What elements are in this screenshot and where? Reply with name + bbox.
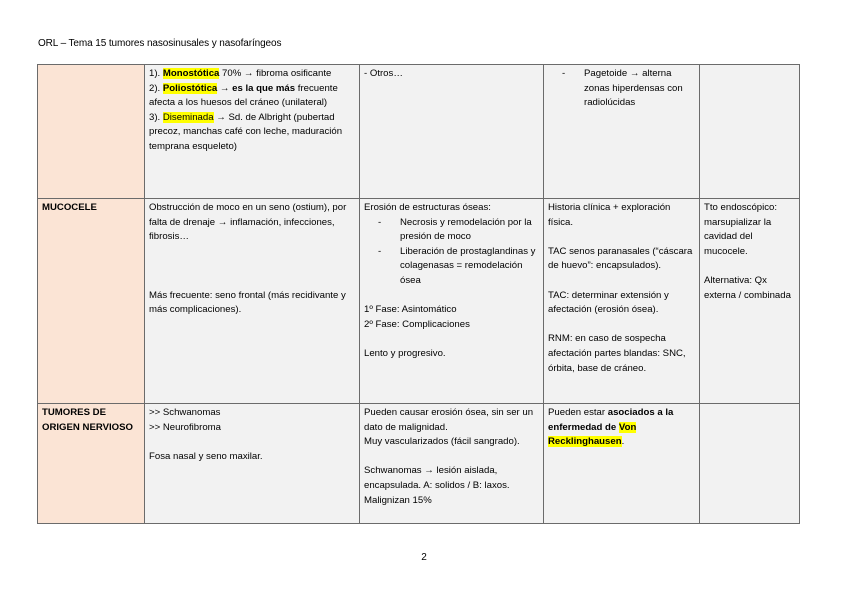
table-row-mucocele <box>38 199 800 404</box>
treatment-cell: Tto endoscópico: marsupializar la cavidad del mucocele. Alternativa: Qx externa / combinada <box>700 199 800 404</box>
form-poliostotica: 2). Poliostótica → es la que más frecuente afecta a los huesos del cráneo (unilateral) <box>149 82 338 109</box>
row-name-cell: MUCOCELE <box>38 199 145 404</box>
types-cell: >> Schwanomas >> Neurofibroma Fosa nasal y seno maxilar. <box>145 404 360 524</box>
page-number: 2 <box>421 552 427 563</box>
list-item: - Liberación de prostaglandinas y colagenasas = remodelación ósea <box>378 245 539 289</box>
otros-cell: - Otros… <box>360 65 544 199</box>
clinic-cell: Erosión de estructuras óseas: - Necrosis y remodelación por la presión de moco - Liberación de prostaglandinas y colagenasas = remodelación ósea 1º Fase: Asintomático 2º Fase: Complicaciones Lento y progresivo. <box>360 199 544 404</box>
pagetoide-cell <box>544 65 700 199</box>
definition-cell: Obstrucción de moco en un seno (ostium), por falta de drenaje → inflamación, infecciones, fibrosis… Más frecuente: seno frontal (más recidivante y más complicaciones). <box>145 199 360 404</box>
empty-cell <box>700 404 800 524</box>
forms-cell <box>145 65 360 199</box>
features-cell: Pueden causar erosión ósea, sin ser un dato de malignidad. Muy vascularizados (fácil sangrado). Schwanomas → lesión aislada, encapsulada. A: solidos / B: laxos. Malignizan 15% <box>360 404 544 524</box>
association-cell: Pueden estar asociados a la enfermedad de Von Recklinghausen. <box>544 404 700 524</box>
content-table <box>37 64 800 524</box>
table-row-displasia <box>38 65 800 199</box>
row-name-cell: TUMORES DE ORIGEN NERVIOSO <box>38 404 145 524</box>
form-diseminada: 3). Diseminada → Sd. de Albright (pubertad precoz, manchas café con leche, maduración temprana esqueleto) <box>149 111 343 152</box>
empty-cell <box>700 65 800 199</box>
list-item: - Pagetoide → alterna zonas hiperdensas con radiolúcidas <box>562 67 695 111</box>
row-name-cell <box>38 65 145 199</box>
diagnosis-cell: Historia clínica + exploración física. TAC senos paranasales (“cáscara de huevo”: encapsulados). TAC: determinar extensión y afectación (erosión ósea). RNM: en caso de sospecha afectación partes blandas: SNC, órbita, base de cráneo. <box>544 199 700 404</box>
list-item: - Necrosis y remodelación por la presión de moco <box>378 216 539 245</box>
table-row-nervioso <box>38 404 800 524</box>
form-monostotica: 1). Monostótica 70% → fibroma osificante <box>149 68 332 79</box>
page-header: ORL – Tema 15 tumores nasosinusales y nasofaríngeos <box>38 38 282 49</box>
